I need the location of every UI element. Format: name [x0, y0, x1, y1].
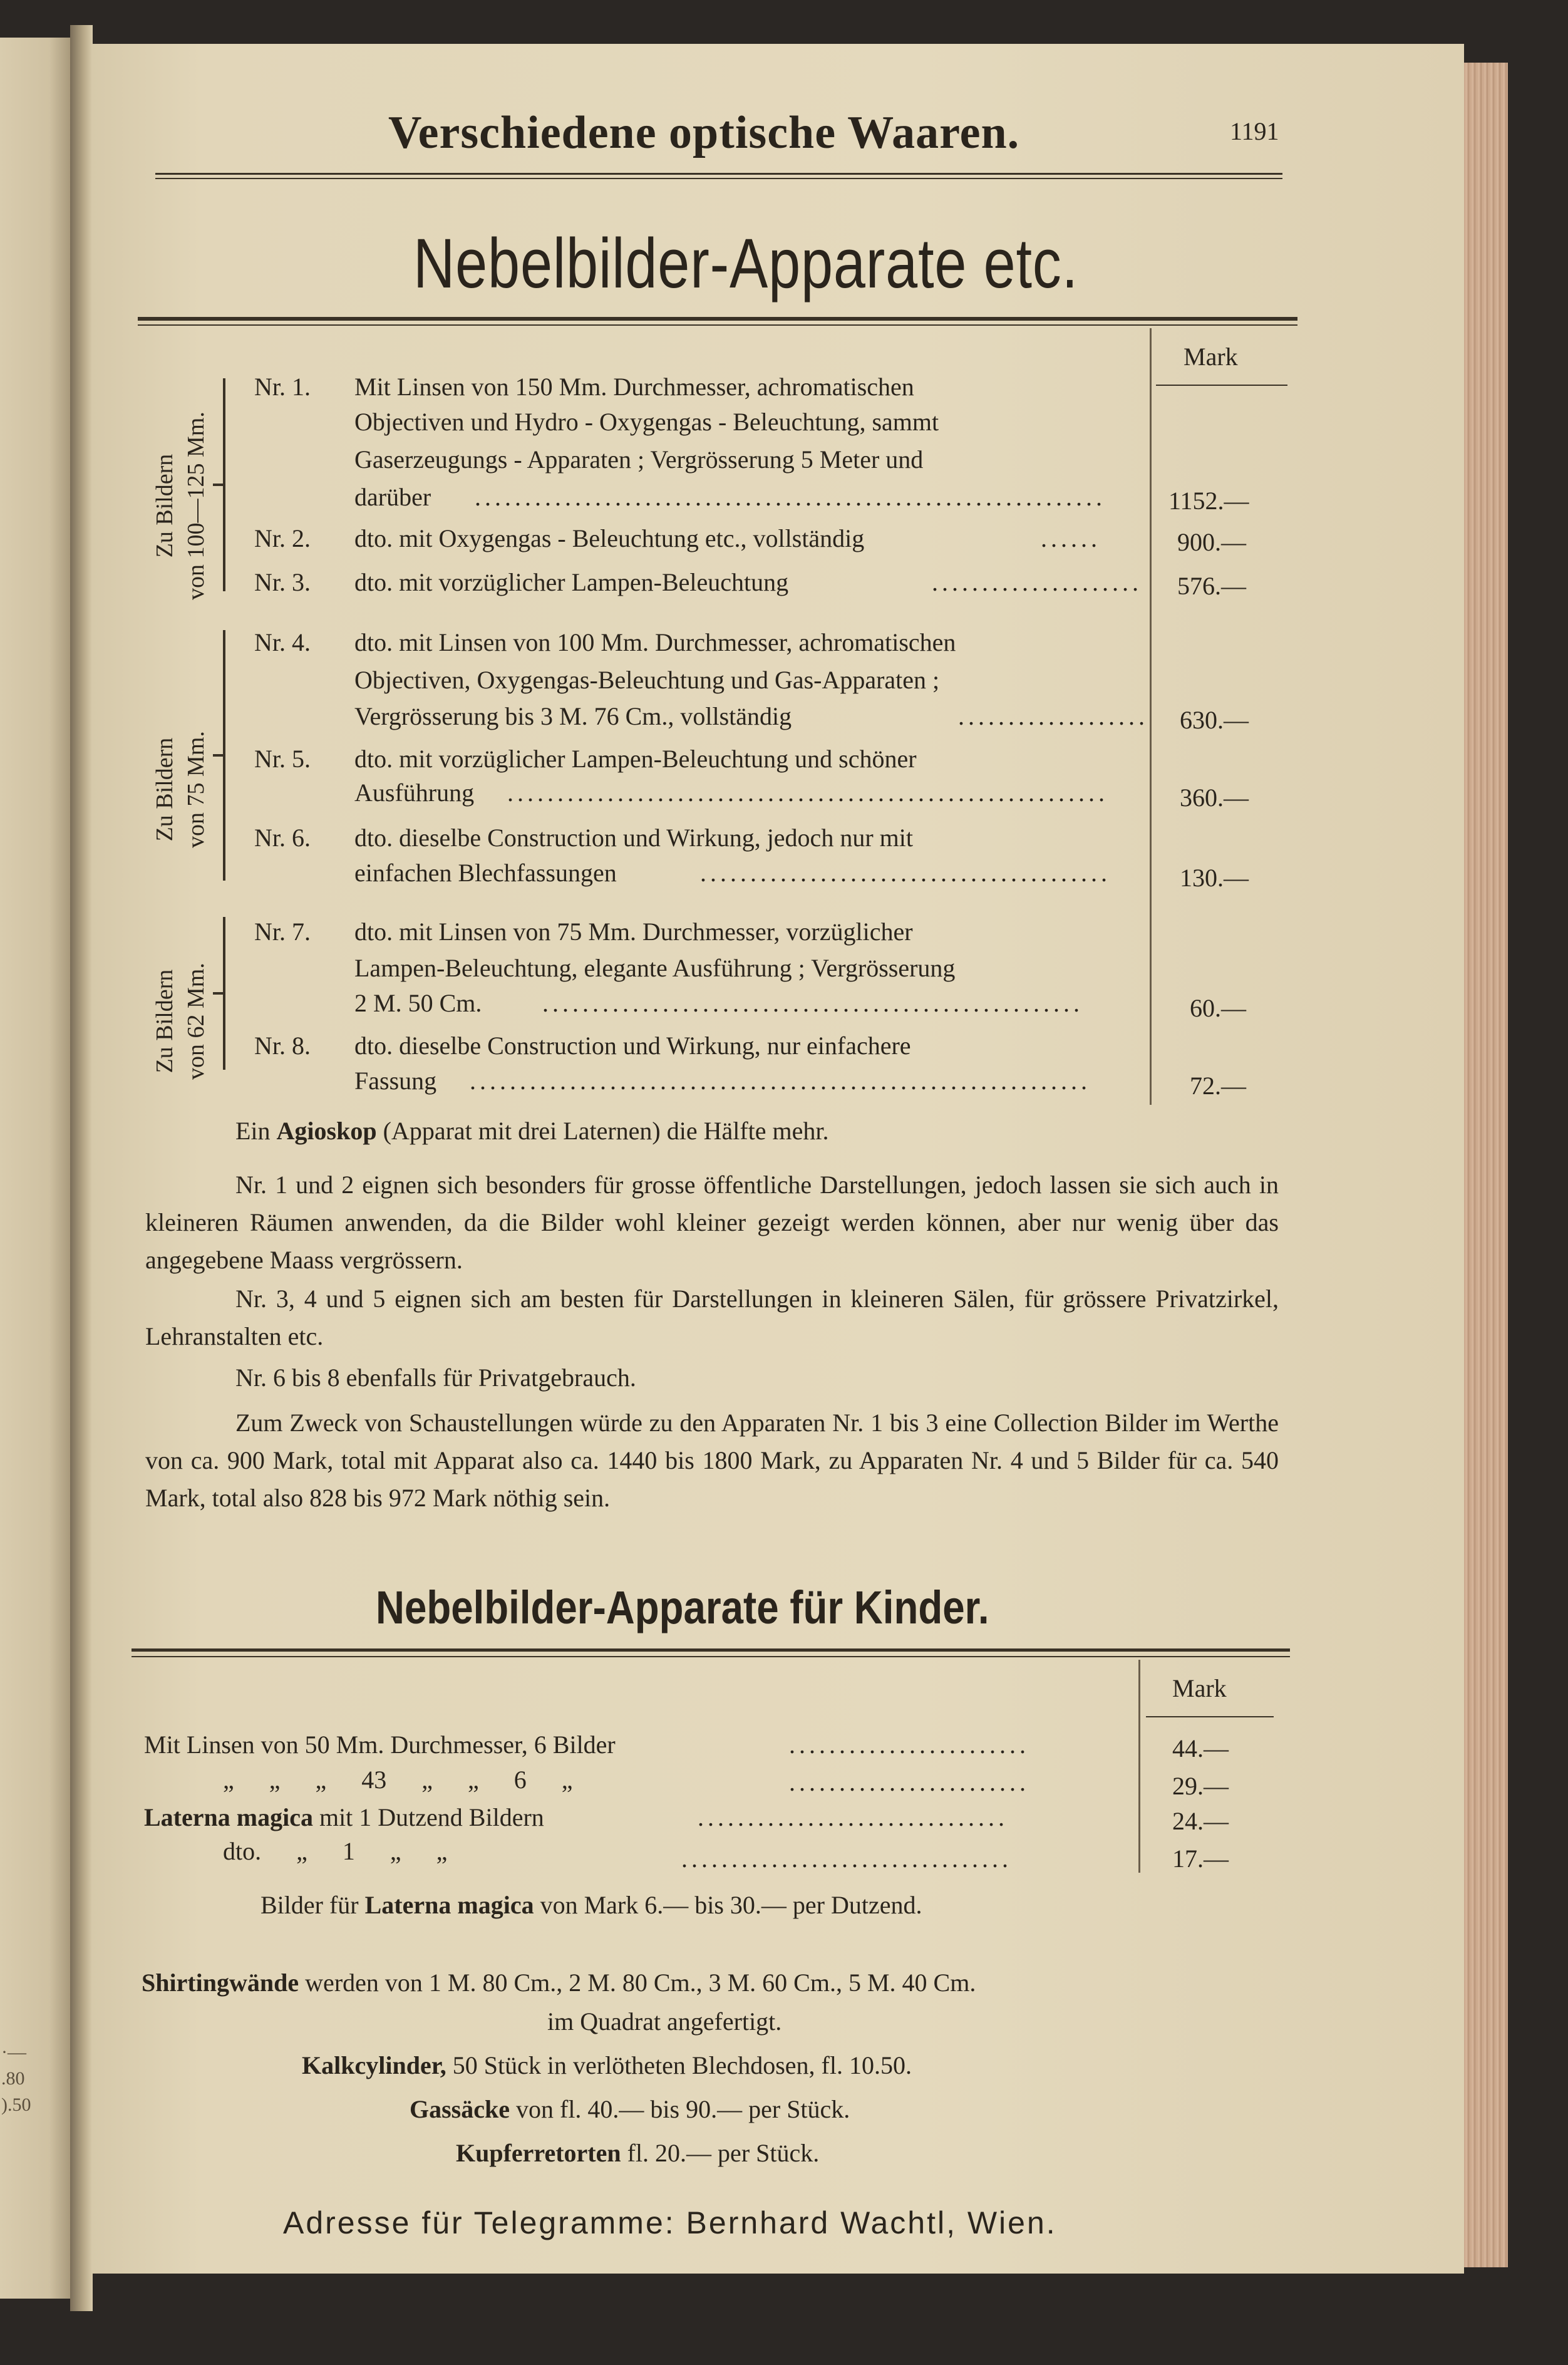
section-rule — [132, 1648, 1290, 1652]
item-price: 1152.— — [1168, 487, 1249, 515]
dot-leader: ..................... — [932, 568, 1142, 596]
table-top-rule — [138, 317, 1297, 321]
book-gutter — [70, 25, 93, 2311]
kinder-item: dto. „ 1 „ „ — [223, 1837, 448, 1865]
running-title: Verschiedene optische Waaren. — [388, 107, 1020, 158]
left-page-fragment: ·— — [1, 2042, 26, 2062]
dot-leader: ...... — [1041, 524, 1101, 552]
item-description-line: dto. mit vorzüglicher Lampen-Beleuchtung und schöner — [354, 745, 917, 773]
item-number: Nr. 7. — [254, 918, 311, 946]
header-rule — [155, 173, 1282, 175]
note-paragraph: Zum Zweck von Schaustellungen würde zu den Apparaten Nr. 1 bis 3 eine Collection Bilder im Werthe von ca. 900 Mark, total mit Apparat also ca. 1440 bis 1800 Mark, zu Apparaten Nr. 4 und 5 Bilder für ca. 540 Mark, total also 828 bis 972 Mark nöthig sein. — [145, 1409, 1279, 1512]
dot-leader: ................................. — [681, 1845, 1012, 1873]
left-page-fragment: .80 — [1, 2068, 25, 2089]
item-description-line: einfachen Blechfassungen — [354, 859, 617, 887]
price-column-header: Mark — [1184, 343, 1238, 371]
page-number: 1191 — [1230, 117, 1279, 145]
shirting-line: Shirtingwände werden von 1 M. 80 Cm., 2 M. 80 Cm., 3 M. 60 Cm., 5 M. 40 Cm. — [142, 1969, 976, 1997]
item-description-line: dto. mit Linsen von 75 Mm. Durchmesser, vorzüglicher — [354, 918, 913, 946]
dot-leader: ...................................................... — [542, 989, 1083, 1017]
group-brace — [223, 630, 250, 881]
item-number: Nr. 2. — [254, 524, 311, 552]
dot-leader: ........................ — [789, 1731, 1029, 1759]
item-price: 130.— — [1180, 864, 1249, 892]
item-description-line: Objectiven, Oxygengas-Beleuchtung und Gas-Apparaten ; — [354, 666, 940, 694]
kupferretorten-line: Kupferretorten fl. 20.— per Stück. — [456, 2139, 820, 2167]
agioskop-note: Ein Agioskop (Apparat mit drei Laternen) die Hälfte mehr. — [235, 1117, 829, 1145]
gassaecke-line: Gassäcke von fl. 40.— bis 90.— per Stück. — [410, 2095, 850, 2123]
dot-leader: ............................................................... — [475, 483, 1106, 511]
item-description-line: Gaserzeugungs - Apparaten ; Vergrösserung 5 Meter und — [354, 445, 924, 474]
bilder-note: Bilder für Laterna magica von Mark 6.— bis 30.— per Dutzend. — [260, 1891, 922, 1919]
item-number: Nr. 8. — [254, 1032, 311, 1060]
kinder-item: Mit Linsen von 50 Mm. Durchmesser, 6 Bilder — [144, 1731, 616, 1759]
dot-leader: ............................... — [698, 1803, 1008, 1831]
item-price: 17.— — [1172, 1845, 1229, 1873]
item-number: Nr. 3. — [254, 568, 311, 596]
price-header-rule — [1156, 385, 1287, 386]
item-description-line: dto. mit Oxygengas - Beleuchtung etc., vollständig — [354, 524, 865, 552]
note-paragraph: Nr. 1 und 2 eignen sich besonders für grosse öffentliche Darstellungen, jedoch lassen sie sich auch in kleineren Räumen anwenden, da die Bilder wohl kleiner gezeigt werden können, aber nur wenig über das angegebene Maass vergrössern. — [145, 1171, 1279, 1274]
price-column-divider — [1150, 328, 1152, 1105]
item-price: 72.— — [1190, 1072, 1246, 1100]
left-page-fragment: ).50 — [1, 2094, 31, 2115]
item-price: 29.— — [1172, 1772, 1229, 1800]
item-number: Nr. 4. — [254, 628, 311, 656]
item-description-line: dto. dieselbe Construction und Wirkung, nur einfachere — [354, 1032, 911, 1060]
page-stack-edge — [1464, 63, 1508, 2267]
price-column-divider — [1138, 1660, 1140, 1873]
item-description-line: Fassung — [354, 1067, 437, 1095]
dot-leader: ............................................................ — [507, 779, 1108, 807]
item-price: 630.— — [1180, 706, 1249, 734]
item-description-line: dto. dieselbe Construction und Wirkung, jedoch nur mit — [354, 824, 913, 852]
item-description-line: dto. mit Linsen von 100 Mm. Durchmesser, achromatischen — [354, 628, 956, 656]
telegram-address: Adresse für Telegramme: Bernhard Wachtl, Wien. — [283, 2205, 1057, 2240]
dot-leader: .............................................................. — [470, 1067, 1091, 1095]
group-label: Zu Bildern von 100—125 Mm. — [152, 411, 209, 600]
section-rule — [132, 1656, 1290, 1657]
item-number: Nr. 6. — [254, 824, 311, 852]
kinder-item: „ „ „ 43 „ „ 6 „ — [223, 1766, 573, 1794]
group-label: Zu Bildern von 75 Mm. — [152, 731, 209, 848]
item-price: 60.— — [1190, 994, 1246, 1022]
note-paragraph: Nr. 3, 4 und 5 eignen sich am besten für Darstellungen in kleineren Sälen, für grössere Privatzirkel, Lehranstalten etc. — [145, 1285, 1279, 1350]
item-description-line: Mit Linsen von 150 Mm. Durchmesser, achromatischen — [354, 373, 914, 401]
note-paragraph: Nr. 6 bis 8 ebenfalls für Privatgebrauch. — [235, 1364, 636, 1392]
item-number: Nr. 5. — [254, 745, 311, 773]
main-title: Nebelbilder-Apparate etc. — [413, 224, 1078, 303]
item-number: Nr. 1. — [254, 373, 311, 401]
item-price: 24.— — [1172, 1807, 1229, 1835]
item-description-line: 2 M. 50 Cm. — [354, 989, 482, 1017]
item-description-line: Lampen-Beleuchtung, elegante Ausführung ; Vergrösserung — [354, 954, 956, 982]
table-top-rule — [138, 324, 1297, 326]
header-rule — [155, 178, 1282, 179]
item-price: 44.— — [1172, 1734, 1229, 1762]
price-header-rule — [1146, 1716, 1274, 1717]
item-price: 900.— — [1177, 528, 1246, 556]
item-price: 360.— — [1180, 784, 1249, 812]
previous-page-edge — [0, 38, 70, 2299]
kalkcylinder-line: Kalkcylinder, 50 Stück in verlötheten Blechdosen, fl. 10.50. — [302, 2051, 912, 2079]
item-description-line: Vergrösserung bis 3 M. 76 Cm., vollständig — [354, 702, 792, 730]
price-column-header: Mark — [1172, 1674, 1227, 1702]
group-brace — [223, 378, 250, 591]
item-description-line: dto. mit vorzüglicher Lampen-Beleuchtung — [354, 568, 789, 596]
section-title: Nebelbilder-Apparate für Kinder. — [376, 1581, 989, 1633]
dot-leader: ........................ — [789, 1768, 1029, 1796]
group-brace — [223, 917, 250, 1070]
shirting-line-2: im Quadrat angefertigt. — [547, 2007, 782, 2036]
group-label: Zu Bildern von 62 Mm. — [152, 963, 209, 1080]
item-price: 576.— — [1177, 572, 1246, 600]
item-description-line: Ausführung — [354, 779, 475, 807]
dot-leader: ................... — [958, 702, 1148, 730]
item-description-line: darüber — [354, 483, 431, 511]
item-description-line: Objectiven und Hydro - Oxygengas - Beleuchtung, sammt — [354, 408, 939, 436]
dot-leader: ......................................... — [700, 859, 1111, 887]
kinder-item: Laterna magica mit 1 Dutzend Bildern — [144, 1803, 544, 1831]
